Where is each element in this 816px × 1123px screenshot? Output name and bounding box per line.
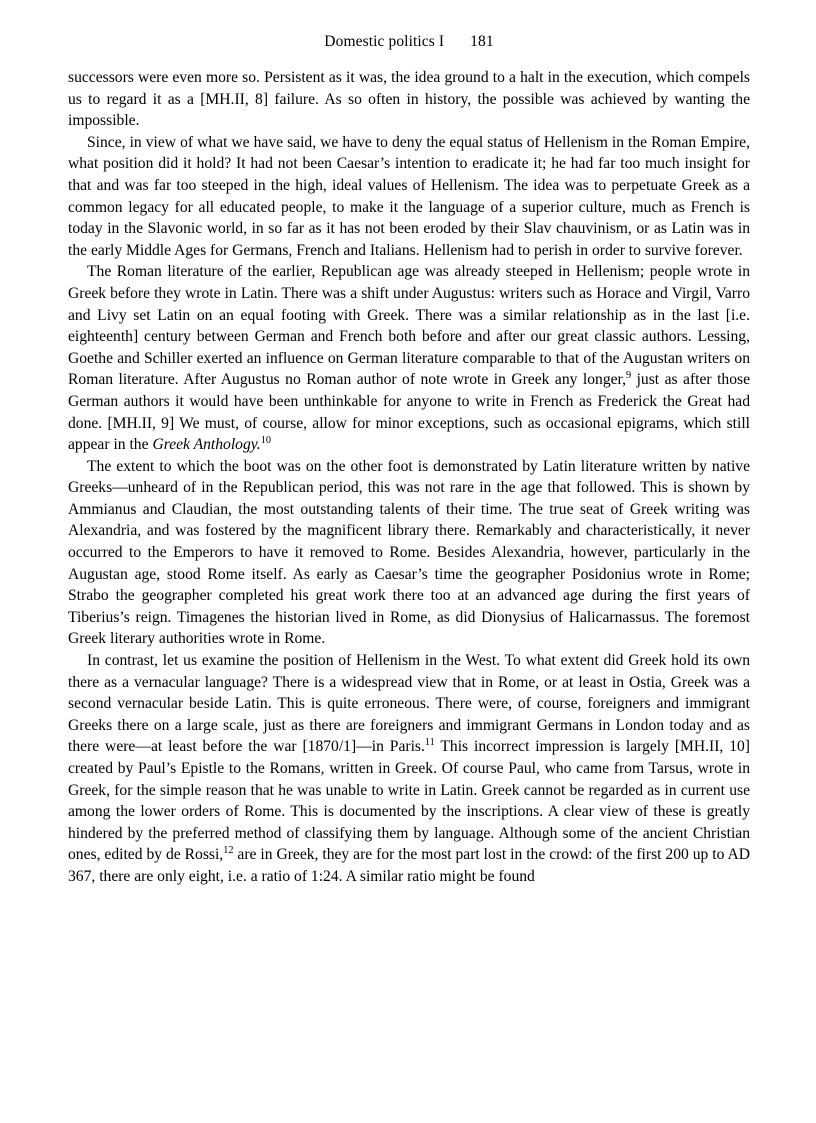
text-run: are in Greek, they are for the most part lost in the crowd: of the first 200 up to AD 367, there are only eight, i.e. a ratio of 1:24. A similar ratio might be found (68, 846, 750, 885)
text-run: This incorrect impression is largely [MH.II, 10] created by Paul’s Epistle to the Romans, written in Greek. Of course Paul, who came from Tarsus, wrote in Greek, for the simple reason that he was unable to write in Latin. Greek cannot be regarded as in current use among the lower orders of Rome. This is documented by the inscriptions. A clear view of these is greatly hindered by the preferred method of classifying them by language. Although some of the ancient Christian ones, edited by de Rossi, (68, 738, 750, 864)
text-run: In contrast, let us examine the position of Hellenism in the West. To what extent did Greek hold its own there as a vernacular language? There is a widespread view that in Rome, or at least in Ostia, Greek was a second vernacular beside Latin. This is quite erroneous. There were, of course, foreigners and immigrant Greeks there on a large scale, just as there are foreigners and immigrant Germans in London today and as there were—at least before the war [1870/1]—in Paris. (68, 652, 750, 756)
body-text-column (68, 67, 750, 888)
page-number: 181 (470, 33, 494, 50)
paragraph (68, 650, 750, 888)
paragraph: The extent to which the boot was on the other foot is demonstrated by Latin literature written by native Greeks—unheard of in the Republican period, this was not rare in the age that followed. This is shown by Ammianus and Claudian, the most outstanding talents of their time. The true seat of Greek writing was Alexandria, and was fostered by the magnificent library there. Remarkably and characteristically, it never occurred to the Emperors to have it removed to Rome. Besides Alexandria, however, particularly in the Augustan age, stood Rome itself. As early as Caesar’s time the geographer Posidonius wrote in Rome; Strabo the geographer completed his great work there too at an advanced age during the first years of Tiberius’s reign. Timagenes the historian lived in Rome, as did Dionysius of Halicarnassus. The foremost Greek literary authorities wrote in Rome. (68, 457, 750, 648)
paragraph (68, 261, 750, 455)
footnote-marker: 11 (424, 737, 435, 749)
paragraph: Since, in view of what we have said, we have to deny the equal status of Hellenism in the Roman Empire, what position did it hold? It had not been Caesar’s intention to eradicate it; he had far too much insight for that and was far too steeped in the high, ideal values of Hellenism. The idea was to perpetuate Greek as a common legacy for all educated people, to make it the language of a superior culture, much as French is today in the Slavonic world, in so far as it has not been eroded by their Slav chauvinism, or as Latin was in the early Middle Ages for Germans, French and Italians. Hellenism had to perish in order to survive forever. (68, 133, 750, 259)
footnote-marker: 12 (223, 845, 234, 857)
footnote-marker: 9 (626, 370, 632, 382)
footnote-marker: 10 (260, 434, 271, 446)
running-head (68, 33, 750, 51)
italic-title: Greek Anthology. (152, 436, 261, 454)
text-run: just as after those German authors it would have been unthinkable for anyone to write in French as Frederick the Great had done. [MH.II, 9] We must, of course, allow for minor exceptions, such as occasional epigrams, which still appear in the (68, 371, 750, 454)
running-head-title: Domestic politics I (324, 33, 445, 50)
text-run: The Roman literature of the earlier, Republican age was already steeped in Hellenism; people wrote in Greek before they wrote in Latin. There was a shift under Augustus: writers such as Horace and Virgil, Varro and Livy set Latin on an equal footing with Greek. There was a similar relationship as in the last [i.e. eighteenth] century between German and French both before and after our great classic authors. Lessing, Goethe and Schiller exerted an influence on German literature comparable to that of the Augustan writers on Roman literature. After Augustus no Roman author of note wrote in Greek any longer, (68, 263, 750, 389)
paragraph: successors were even more so. Persistent as it was, the idea ground to a halt in the execution, which compels us to regard it as a [MH.II, 8] failure. As so often in history, the possible was achieved by wanting the impossible. (68, 69, 750, 130)
